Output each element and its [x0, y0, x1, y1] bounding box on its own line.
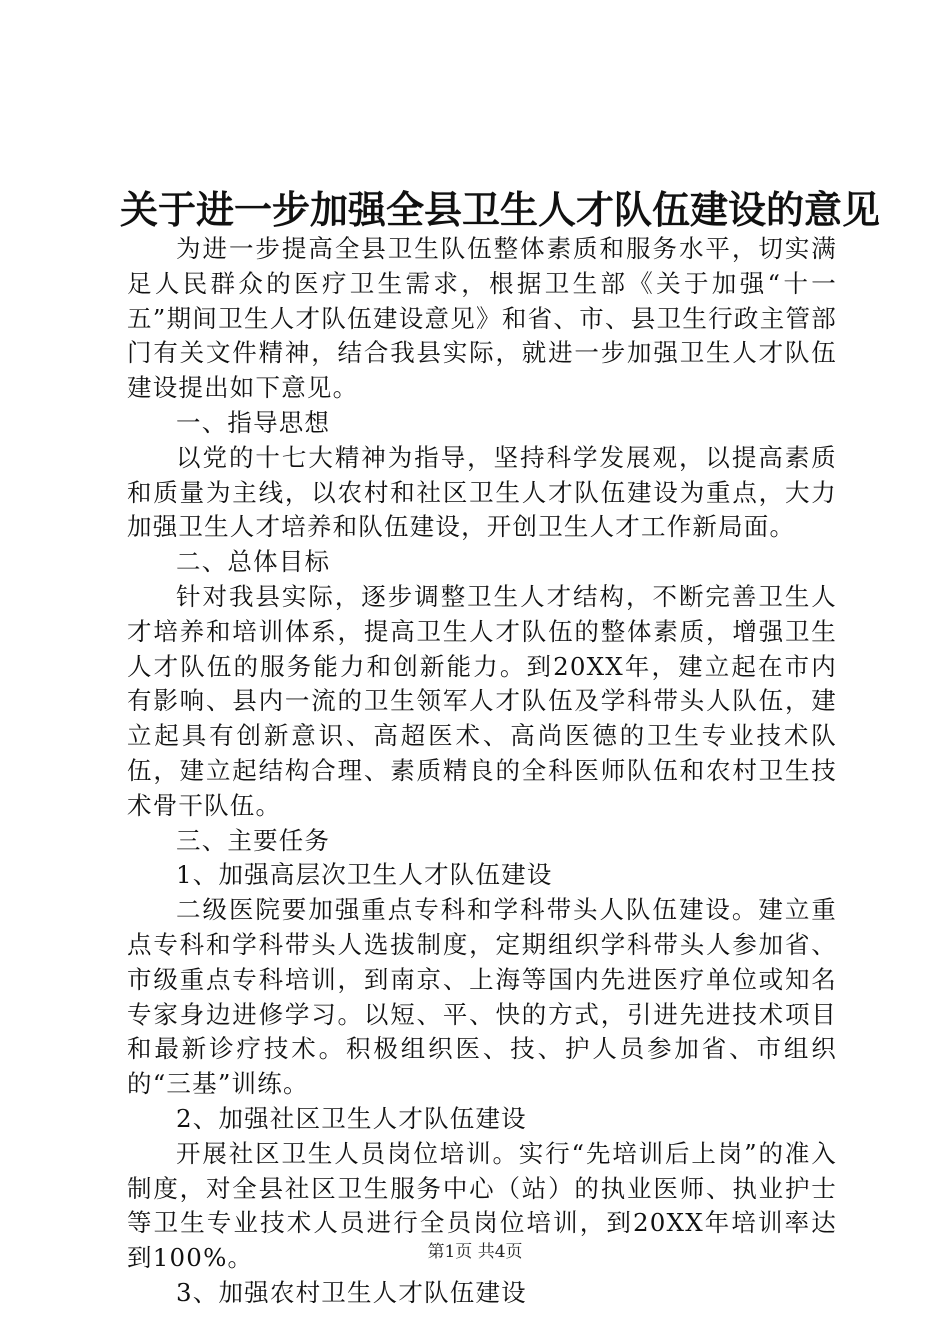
document-body — [127, 232, 837, 1311]
guiding-ideology-paragraph: 以党的十七大精神为指导，坚持科学发展观，以提高素质和质量为主线，以农村和社区卫生人才队伍建设为重点，大力加强卫生人才培养和队伍建设，开创卫生人才工作新局面。 — [127, 442, 837, 542]
intro-paragraph: 为进一步提高全县卫生队伍整体素质和服务水平，切实满足人民群众的医疗卫生需求，根据卫生部《关于加强“十一五”期间卫生人才队伍建设意见》和省、市、县卫生行政主管部门有关文件精神，结合我县实际，就进一步加强卫生人才队伍建设提出如下意见。 — [127, 234, 837, 403]
community-talent-paragraph: 开展社区卫生人员岗位培训。实行“先培训后上岗”的准入制度，对全县社区卫生服务中心（站）的执业医师、执业护士等卫生专业技术人员进行全员岗位培训，到20XX年培训率达到100%。 — [127, 1138, 837, 1273]
section-heading-overall-goal: 二、总体目标 — [176, 547, 331, 577]
subsection-heading-rural-talent: 3、加强农村卫生人才队伍建设 — [176, 1277, 527, 1307]
section-heading-guiding-ideology: 一、指导思想 — [176, 407, 331, 437]
high-level-talent-paragraph: 二级医院要加强重点专科和学科带头人队伍建设。建立重点专科和学科带头人选拔制度，定期组织学科带头人参加省、市级重点专科培训，到南京、上海等国内先进医疗单位或知名专家身边进修学习。以短、平、快的方式，引进先进技术项目和最新诊疗技术。积极组织医、技、护人员参加省、市组织的“三基”训练。 — [127, 895, 837, 1099]
subsection-heading-high-level-talent: 1、加强高层次卫生人才队伍建设 — [176, 860, 553, 890]
page-number-footer: 第1页 共4页 — [427, 1242, 523, 1262]
subsection-heading-community-talent: 2、加强社区卫生人才队伍建设 — [176, 1103, 527, 1133]
section-heading-main-tasks: 三、主要任务 — [176, 825, 331, 855]
document-title: 关于进一步加强全县卫生人才队伍建设的意见 — [120, 187, 881, 232]
overall-goal-paragraph: 针对我县实际，逐步调整卫生人才结构，不断完善卫生人才培养和培训体系，提高卫生人才队伍的整体素质，增强卫生人才队伍的服务能力和创新能力。到20XX年，建立起在市内有影响、县内一流的卫生领军人才队伍及学科带头人队伍，建立起具有创新意识、高超医术、高尚医德的卫生专业技术队伍，建立起结构合理、素质精良的全科医师队伍和农村卫生技术骨干队伍。 — [127, 581, 837, 820]
